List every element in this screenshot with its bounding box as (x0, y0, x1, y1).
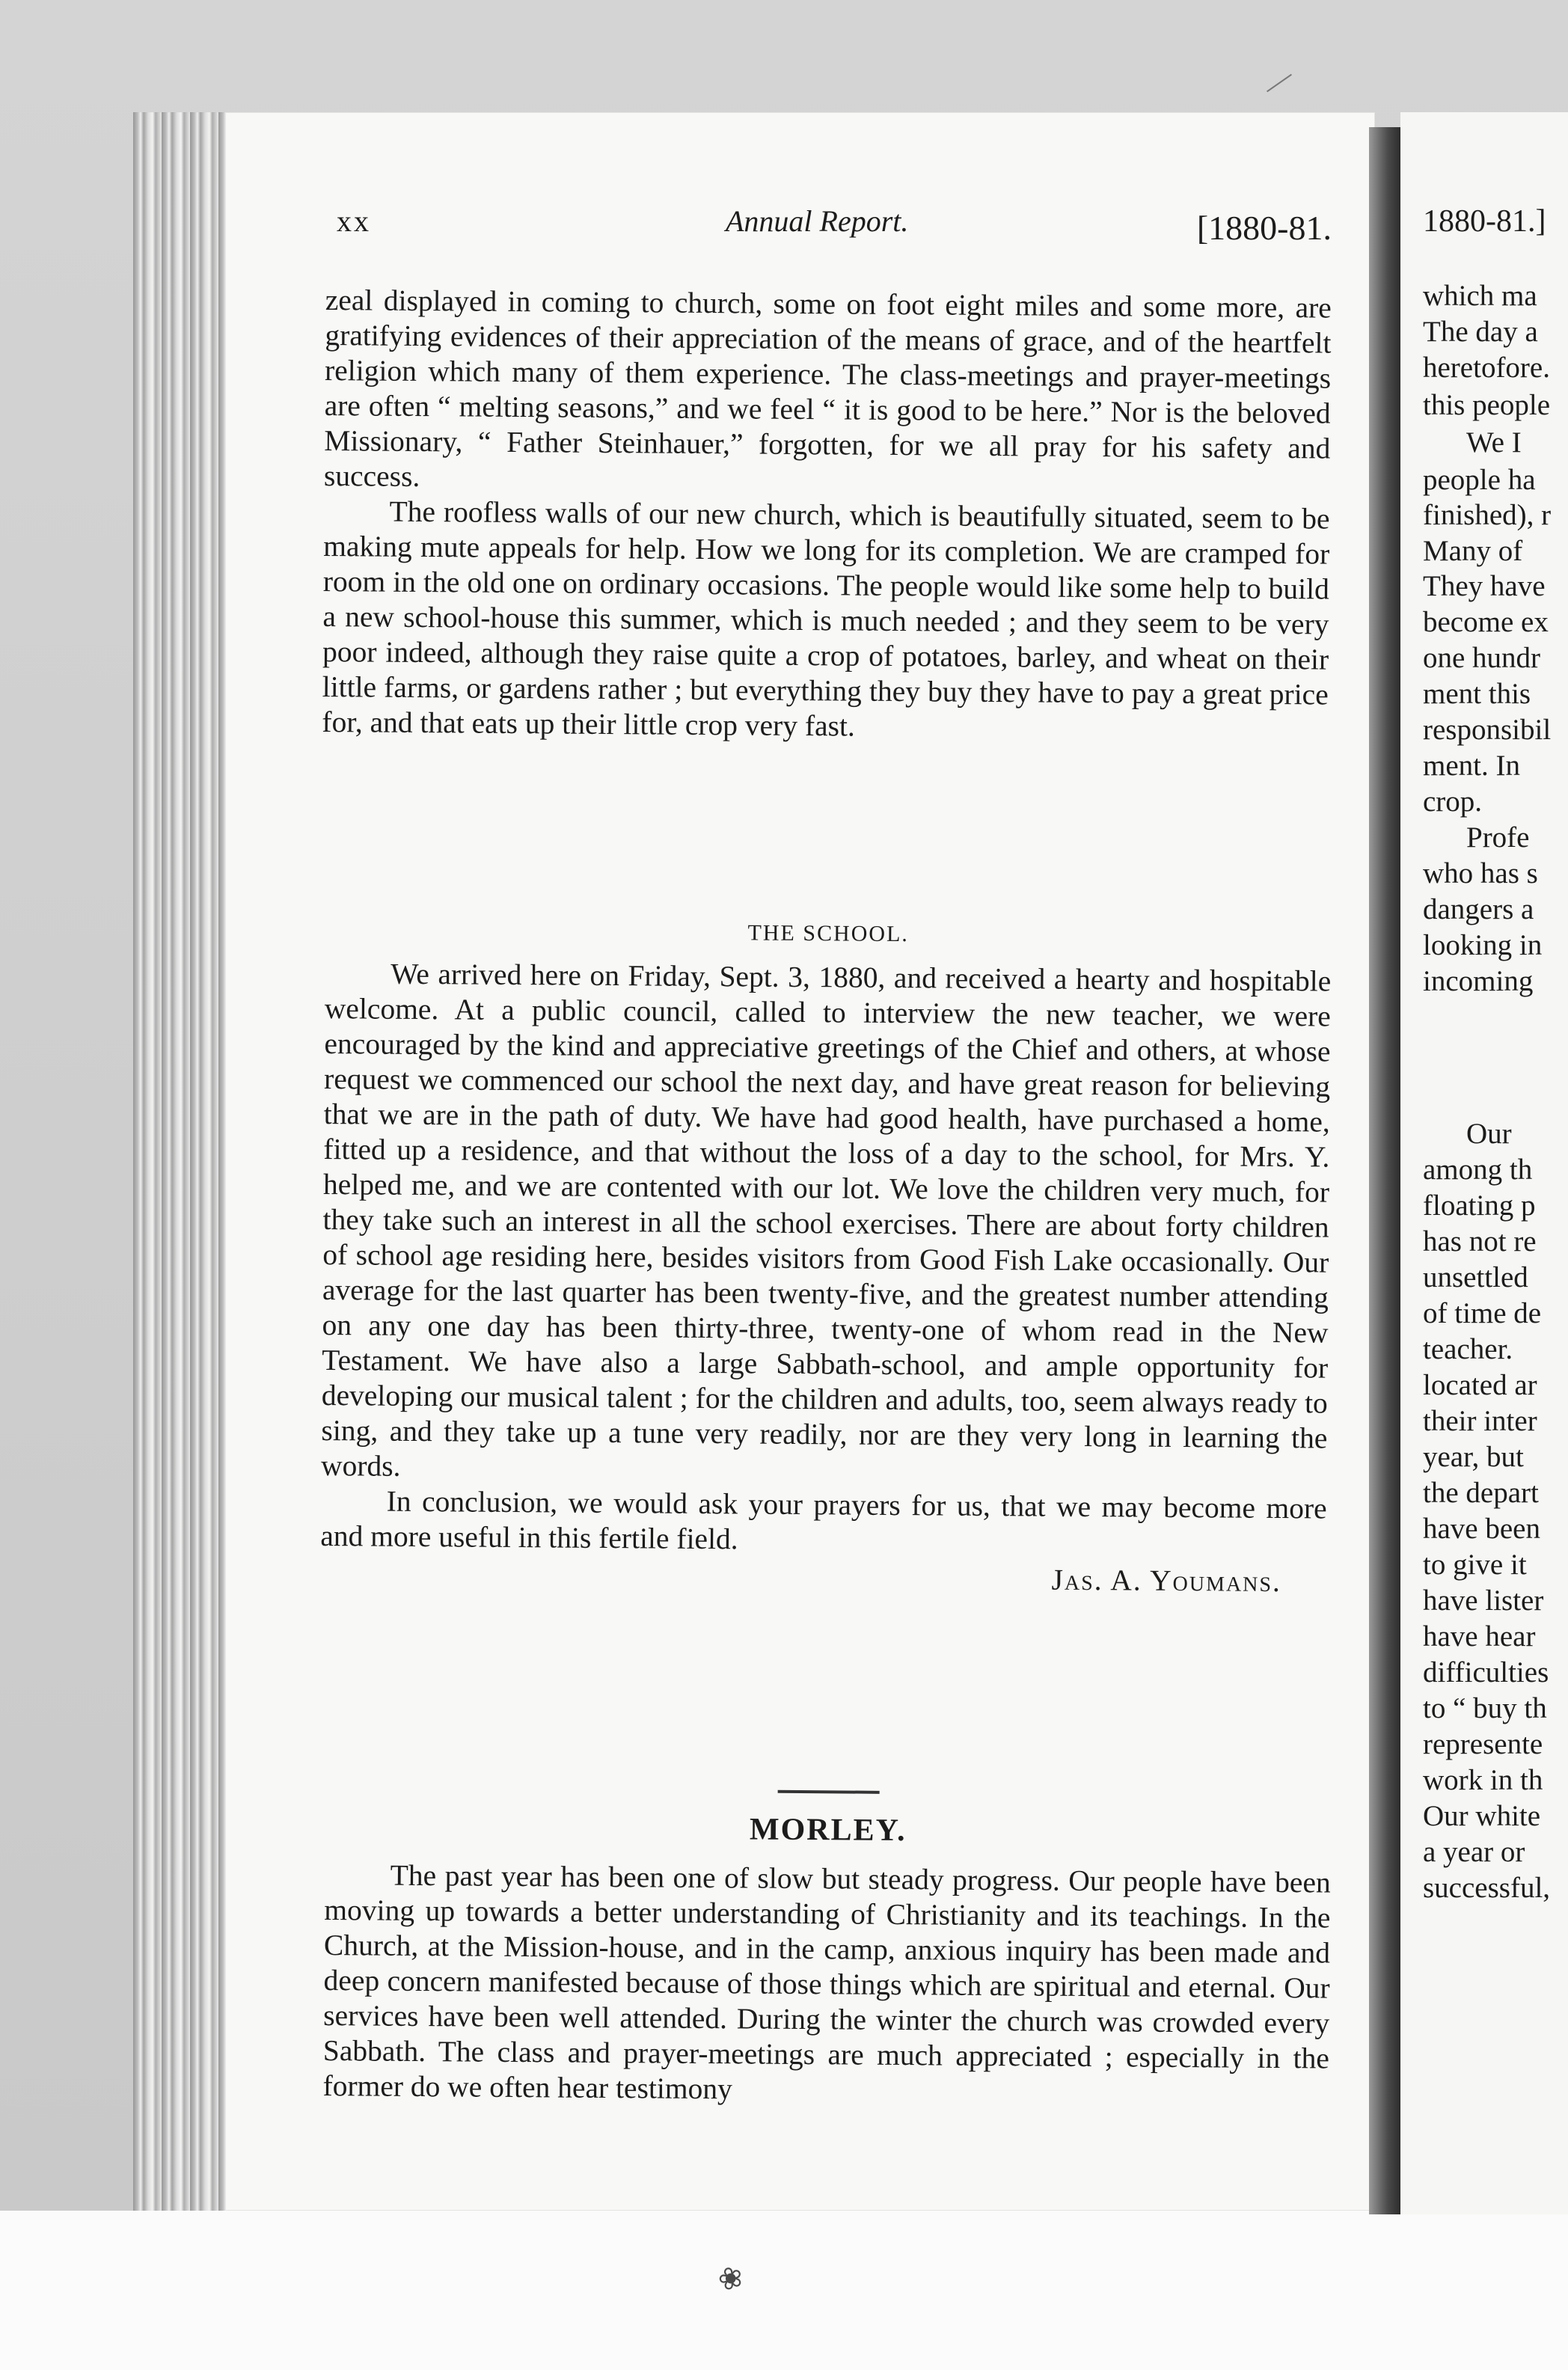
paragraph-morley: The past year has been one of slow but steady progress. Our people have been moving up towards a better understanding of Christianity and its teachings. In the Church, at the Mission-house, and in the camp, anxious inquiry has been made and deep concern manifested because of those things which are spiritual and eternal. Our services have been well attended. During the winter the church was crowded every Sabbath. The class and prayer-meetings are much appreciated ; especially in the former do we often hear testimony (322, 1858, 1331, 2106)
right-page-line: has not re (1423, 1225, 1537, 1258)
right-page-line: have been (1423, 1513, 1540, 1545)
right-page-line: among th (1423, 1154, 1533, 1186)
right-page-line: finished), r (1423, 499, 1552, 531)
section-title-morley: MORLEY. (749, 1812, 907, 1849)
right-page-line: which ma (1423, 280, 1537, 312)
signature: Jas. A. Youmans. (1051, 1563, 1282, 1599)
right-page-line: looking in (1423, 929, 1543, 961)
page-binding-edges (133, 112, 226, 2211)
bottom-margin (0, 2211, 1568, 2370)
right-page-line: crop. (1423, 786, 1483, 818)
left-running-head (337, 203, 1332, 256)
right-page-line: people ha (1423, 464, 1536, 496)
right-page-line: floating p (1423, 1189, 1536, 1222)
right-page-line: become ex (1423, 606, 1549, 638)
right-page-line: We I (1466, 426, 1522, 459)
right-running-head: 1880-81.] (1423, 204, 1546, 239)
right-page-line: have lister (1423, 1584, 1544, 1617)
dust-speck: ❀ (713, 2258, 749, 2299)
right-page-line: Our white (1423, 1800, 1541, 1832)
right-page-line: unsettled (1423, 1261, 1528, 1293)
paragraph-zeal: zeal displayed in coming to church, some on foot eight miles and some more, are gratifying evidences of their appreciation of the means of grace, and of the heartfelt religion which many of them experience. The class-meetings and prayer-meetings are often “ melting seasons,” and we feel “ it is good to be here.” Nor is the beloved Missionary, “ Father Steinhauer,” forgotten, for we all pray for his safety and success. (323, 283, 1332, 493)
school-heading: THE SCHOOL. (747, 920, 909, 947)
gutter-shadow (1369, 127, 1400, 2214)
paragraph-conclusion: In conclusion, we would ask your prayers for us, that we may become more and more useful in this fertile field. (320, 1484, 1327, 1556)
page-folio: xx (337, 204, 371, 238)
right-page-line: work in th (1423, 1764, 1543, 1796)
right-page-line: incoming (1423, 965, 1534, 997)
right-page-line: to give it (1423, 1549, 1527, 1581)
right-page-line: to “ buy th (1423, 1692, 1547, 1724)
right-page-line: year, but (1423, 1441, 1524, 1473)
section-divider (777, 1790, 879, 1794)
paragraph-school: We arrived here on Friday, Sept. 3, 1880, and received a hearty and hospitable welcome. At a public council, called to interview the new teacher, we were encouraged by the kind and appreciative greetings of the Chief and others, at whose request we commenced our school the next day, and have great reason for believing that we are in the path of duty. We have had good health, have purchased a home, fitted up a residence, and that without the loss of a day to the school, for Mrs. Y. helped me, and we are contented with our lot. We love the children very much, for they take such an interest in all the school exercises. There are about forty children of school age residing here, besides visitors from Good Fish Lake occasionally. Our average for the last quarter has been twenty-five, and the greatest number attending on any one day has been thirty-three, twenty-one of whom read in the New Testament. We have also a large Sabbath-school, and ample opportunity for developing our musical talent ; for the children and adults, too, seem always ready to sing, and they take up a tune very readily, nor are they very long in learning the words. (320, 957, 1332, 1483)
right-page-line: who has s (1423, 857, 1538, 889)
running-title: Annual Report. (726, 204, 909, 238)
right-page-line: ment this (1423, 678, 1531, 710)
right-page-line: the depart (1423, 1477, 1539, 1509)
right-page-line: have hear (1423, 1620, 1536, 1653)
right-page-line: this people (1423, 389, 1551, 421)
right-page-line: responsibil (1423, 714, 1552, 746)
right-page-line: successful, (1423, 1872, 1551, 1904)
right-page-line: Our (1466, 1118, 1512, 1150)
right-page-line: teacher. (1423, 1333, 1513, 1365)
right-page-line: a year or (1423, 1836, 1525, 1868)
right-page-line: The day a (1423, 316, 1538, 348)
school-section (320, 901, 1332, 1600)
right-page-line: dangers a (1423, 893, 1534, 925)
running-year: [1880-81. (1196, 209, 1332, 247)
right-page (1400, 112, 1568, 2214)
right-page-line: They have (1423, 570, 1546, 602)
right-page-line: Many of (1423, 535, 1523, 567)
morley-section (322, 1757, 1332, 2112)
right-page-line: ment. In (1423, 750, 1520, 782)
right-page-line: located ar (1423, 1369, 1537, 1401)
right-page-line: represente (1423, 1728, 1543, 1760)
right-page-line: heretofore. (1423, 352, 1550, 384)
right-page-line: of time de (1423, 1297, 1542, 1329)
paragraph-church-walls: The roofless walls of our new church, which is beautifully situated, seem to be making mute appeals for help. How we long for its completion. We are cramped for room in the old one on ordinary occasions. The people would like some help to build a new school-house this summer, which is much needed ; and they seem to be very poor indeed, although they raise quite a crop of potatoes, barley, and wheat on their little farms, or gardens rather ; but everything they buy they have to pay a great price for, and that eats up their little crop very fast. (322, 494, 1330, 743)
right-page-line: Profe (1466, 821, 1530, 854)
right-page-line: their inter (1423, 1405, 1537, 1437)
opening-text (322, 283, 1332, 748)
right-page-line: one hundr (1423, 642, 1541, 674)
right-page-line: difficulties (1423, 1656, 1549, 1688)
